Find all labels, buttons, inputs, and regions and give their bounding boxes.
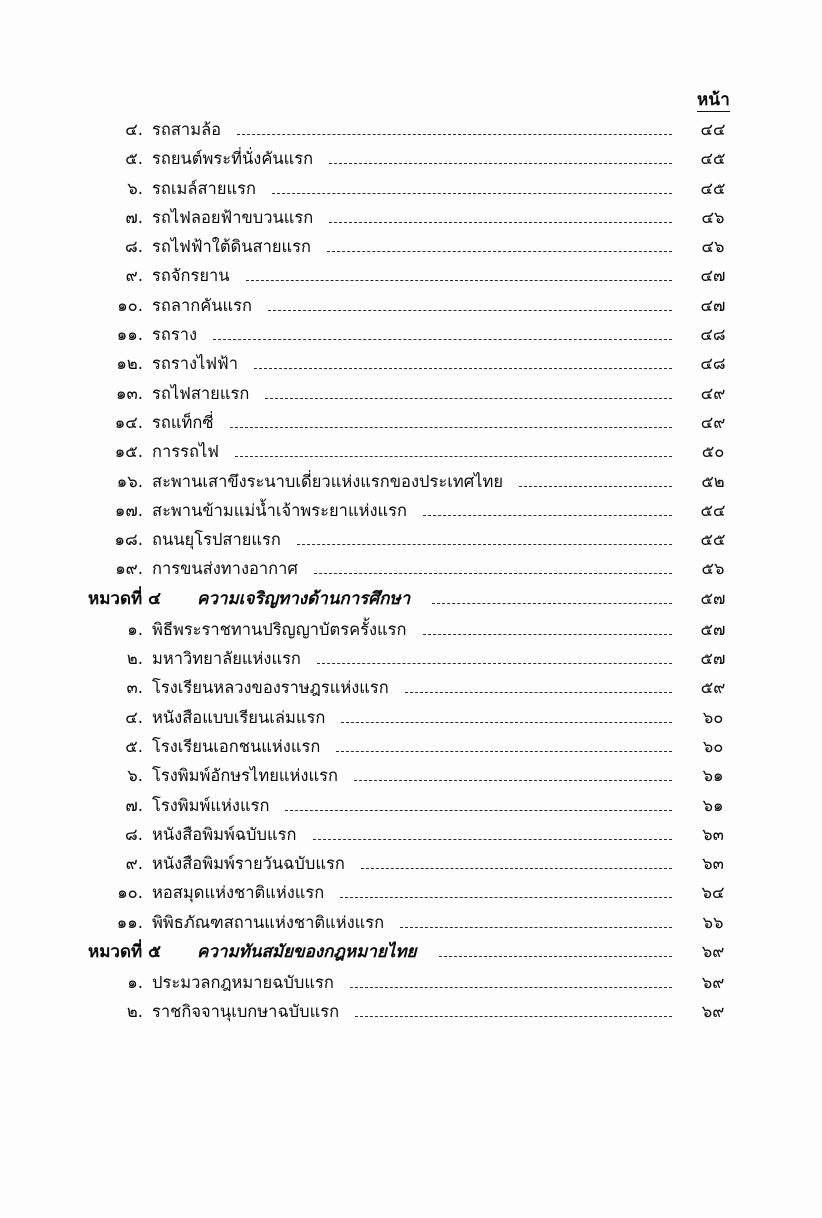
entry-title: สะพานข้ามแม่น้ำเจ้าพระยาแห่งแรก — [152, 500, 407, 520]
dash-leader — [317, 663, 672, 664]
toc-entry-row — [96, 412, 744, 444]
entry-number: ๑๐. — [117, 883, 143, 903]
toc-entry-row — [96, 151, 744, 180]
section-label: หมวดที่ ๔ — [88, 588, 161, 609]
dash-leader — [235, 456, 672, 457]
toc-entry-row — [96, 239, 744, 268]
entry-number: ๘. — [125, 824, 143, 844]
entry-number: ๑. — [127, 619, 143, 639]
toc-entry-row — [96, 356, 744, 385]
dash-leader — [285, 810, 672, 811]
entry-page-number: ๔๕ — [700, 178, 726, 198]
dash-leader — [423, 515, 672, 516]
section-title: ความทันสมัยของกฎหมายไทย — [197, 942, 417, 963]
entry-page-number: ๔๗ — [700, 266, 726, 286]
dash-leader — [355, 1016, 672, 1017]
dash-leader — [340, 897, 672, 898]
toc-entry-row — [96, 383, 744, 415]
toc-entry-row — [96, 651, 744, 680]
entry-title: หนังสือแบบเรียนเล่มแรก — [152, 707, 326, 727]
entry-page-number: ๔๔ — [700, 120, 726, 139]
entry-title: หนังสือพิมพ์ฉบับแรก — [152, 824, 297, 844]
dash-leader — [439, 956, 672, 957]
entry-title: รถลากคันแรก — [152, 295, 253, 315]
toc-entry-row — [96, 1004, 744, 1033]
toc-entry-row — [96, 122, 744, 151]
entry-title: รถจักรยาน — [152, 266, 230, 286]
entry-title: โรงเรียนหลวงของราษฎรแห่งแรก — [152, 678, 389, 698]
entry-title: มหาวิทยาลัยแห่งแรก — [152, 649, 301, 669]
entry-page-number: ๕๗ — [700, 649, 726, 669]
dash-leader — [405, 692, 672, 693]
entry-title: ราชกิจจานุเบกษาฉบับแรก — [152, 1002, 340, 1022]
dash-leader — [354, 780, 672, 781]
dash-leader — [329, 222, 672, 223]
entry-page-number: ๖๓ — [702, 824, 724, 844]
toc-entry-row — [96, 295, 744, 327]
table-of-contents — [88, 90, 744, 1034]
entry-number: ๑๔. — [114, 412, 143, 432]
toc-entry-row — [96, 736, 744, 768]
toc-section-row — [88, 942, 744, 975]
toc-entry-row — [96, 619, 744, 651]
dash-leader — [327, 251, 672, 252]
entry-title: พิพิธภัณฑสถานแห่งชาติแห่งแรก — [152, 912, 385, 932]
toc-entry-row — [96, 975, 744, 1004]
toc-entry-row — [96, 444, 744, 473]
toc-entry-row — [96, 327, 744, 356]
entry-page-number: ๔๙ — [700, 383, 726, 403]
entry-title: รถไฟลอยฟ้าขบวนแรก — [152, 207, 314, 227]
dash-leader — [423, 634, 672, 635]
toc-header-row — [96, 92, 744, 122]
entry-number: ๘. — [125, 237, 143, 257]
dash-leader — [313, 839, 673, 840]
entry-page-number: ๔๖ — [701, 207, 725, 227]
entry-page-number: ๖๔ — [701, 883, 725, 903]
dash-leader — [246, 280, 672, 281]
entry-number: ๔. — [125, 120, 143, 139]
entry-title: ถนนยุโรปสายแรก — [152, 530, 281, 550]
entry-page-number: ๕๗ — [700, 619, 726, 639]
toc-entry-row — [96, 856, 744, 885]
dash-leader — [213, 339, 672, 340]
entry-title: โรงพิมพ์อักษรไทยแห่งแรก — [152, 766, 338, 786]
entry-number: ๙. — [125, 266, 143, 286]
entry-title: หนังสือพิมพ์รายวันฉบับแรก — [152, 854, 345, 874]
toc-entry-row — [96, 268, 744, 297]
entry-page-number: ๔๙ — [700, 412, 726, 432]
entry-title: พิธีพระราชทานปริญญาบัตรครั้งแรก — [152, 619, 407, 639]
toc-entry-row — [96, 178, 744, 210]
entry-page-number: ๕๒ — [701, 471, 725, 491]
dash-leader — [254, 368, 672, 369]
entry-title: การขนส่งทางอากาศ — [152, 559, 298, 579]
entry-page-number: ๖๐ — [702, 736, 724, 756]
entry-page-number: ๖๙ — [701, 1002, 725, 1022]
entry-number: ๑๕. — [114, 442, 143, 462]
entry-title: รถราง — [152, 325, 198, 345]
entry-page-number: ๖๑ — [702, 766, 724, 786]
toc-entry-row — [96, 885, 744, 914]
entry-page-number: ๔๘ — [700, 354, 726, 374]
toc-entry-row — [96, 532, 744, 561]
entry-number: ๙. — [125, 854, 143, 874]
toc-entry-row — [96, 768, 744, 797]
section-title: ความเจริญทางด้านการศึกษา — [197, 588, 411, 609]
entry-number: ๑๙. — [115, 559, 143, 579]
entry-page-number: ๕๗ — [700, 588, 726, 608]
entry-number: ๔. — [125, 707, 143, 727]
entry-number: ๑๒. — [116, 354, 143, 374]
dash-leader — [272, 193, 672, 194]
entry-number: ๖. — [127, 766, 143, 786]
entry-page-number: ๕๖ — [701, 559, 725, 579]
entry-number: ๑. — [127, 973, 143, 993]
entry-page-number: ๕๐ — [701, 442, 725, 462]
toc-entry-row — [96, 707, 744, 739]
entry-title: รถสามล้อ — [152, 120, 222, 139]
entry-number: ๒. — [126, 1002, 143, 1022]
entry-page-number: ๖๑ — [702, 795, 724, 815]
entry-title: ประมวลกฎหมายฉบับแรก — [152, 973, 334, 993]
entry-page-number: ๖๖ — [702, 912, 724, 932]
entry-number: ๑๘. — [114, 530, 143, 550]
entry-number: ๑๓. — [116, 383, 143, 403]
dash-leader — [230, 427, 672, 428]
entry-page-number: ๔๗ — [700, 295, 726, 315]
dash-leader — [519, 486, 672, 487]
entry-page-number: ๕๕ — [700, 530, 726, 550]
entry-title: รถแท็กซี่ — [152, 412, 214, 432]
entry-number: ๖. — [127, 178, 143, 198]
dash-leader — [237, 134, 672, 135]
dash-leader — [341, 722, 672, 723]
entry-number: ๗. — [125, 207, 143, 227]
entry-number: ๑๑. — [116, 325, 143, 345]
entry-page-number: ๕๔ — [700, 500, 726, 520]
entry-page-number: ๔๖ — [701, 237, 725, 257]
entry-number: ๑๗. — [114, 500, 143, 520]
toc-entry-row — [96, 207, 744, 239]
dash-leader — [336, 751, 672, 752]
toc-entry-row — [96, 561, 744, 590]
dash-leader — [297, 544, 672, 545]
entry-title: หอสมุดแห่งชาติแห่งแรก — [152, 883, 325, 903]
entry-page-number: ๔๕ — [700, 149, 726, 169]
toc-section-row — [88, 588, 744, 622]
entry-number: ๕. — [125, 736, 143, 756]
toc-entry-row — [96, 471, 744, 503]
entry-number: ๕. — [125, 149, 143, 169]
entry-number: ๑๐. — [117, 295, 143, 315]
entry-title: รถยนต์พระที่นั่งคันแรก — [152, 149, 314, 169]
entry-page-number: ๖๐ — [702, 707, 724, 727]
toc-rows — [88, 120, 744, 1034]
entry-title: รถเมล์สายแรก — [152, 178, 256, 198]
dash-leader — [329, 163, 672, 164]
dash-leader — [314, 573, 672, 574]
dash-leader — [361, 868, 672, 869]
entry-page-number: ๖๙ — [701, 973, 725, 993]
entry-page-number: ๖๙ — [701, 942, 725, 962]
entry-page-number: ๖๓ — [702, 854, 724, 874]
toc-entry-row — [96, 795, 744, 827]
dash-leader — [268, 310, 672, 311]
entry-title: โรงเรียนเอกชนแห่งแรก — [152, 736, 321, 756]
entry-title: รถรางไฟฟ้า — [152, 354, 238, 374]
entry-page-number: ๔๘ — [700, 325, 726, 345]
section-label: หมวดที่ ๕ — [88, 942, 161, 963]
entry-title: รถไฟสายแรก — [152, 383, 250, 403]
toc-entry-row — [96, 824, 744, 856]
entry-title: รถไฟฟ้าใต้ดินสายแรก — [152, 237, 312, 257]
entry-title: โรงพิมพ์แห่งแรก — [152, 795, 270, 815]
entry-number: ๒. — [126, 649, 143, 669]
entry-page-number: ๕๙ — [700, 678, 726, 698]
dash-leader — [265, 398, 672, 399]
entry-number: ๗. — [125, 795, 143, 815]
entry-number: ๑๑. — [116, 912, 143, 932]
toc-entry-row — [96, 680, 744, 709]
entry-number: ๑๖. — [116, 471, 143, 491]
page-column-header: หน้า — [697, 90, 730, 110]
toc-entry-row — [96, 912, 744, 944]
dash-leader — [400, 927, 672, 928]
entry-title: สะพานเสาขึงระนาบเดี่ยวแห่งแรกของประเทศไทย — [152, 471, 504, 491]
entry-title: การรถไฟ — [152, 442, 219, 462]
dash-leader — [432, 603, 672, 604]
dash-leader — [350, 987, 672, 988]
entry-number: ๓. — [126, 678, 143, 698]
toc-entry-row — [96, 500, 744, 532]
